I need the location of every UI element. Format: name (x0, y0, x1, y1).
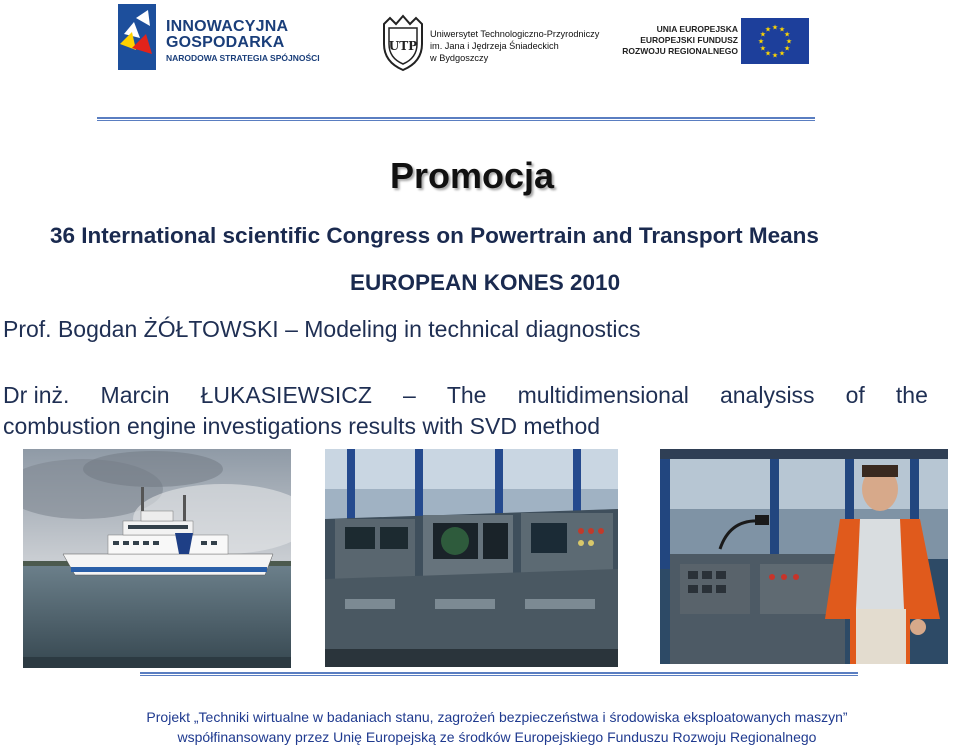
bridge-consoles-photo (325, 449, 618, 667)
bottom-divider (140, 672, 858, 677)
eu-text (622, 24, 738, 57)
svg-text:UTP: UTP (388, 39, 418, 53)
top-divider (97, 117, 815, 122)
utp-line1: Uniwersytet Technologiczno-Przyrodniczy (430, 29, 600, 39)
talk-word: ŁUKASIEWSICZ (200, 382, 372, 408)
eu-star-icon: ★ (778, 26, 786, 34)
utp-line3: w Bydgoszczy (430, 53, 489, 63)
eu-star-icon: ★ (759, 31, 767, 39)
utp-logo (380, 14, 600, 74)
talk-word: analysiss (719, 382, 815, 408)
congress-name: 36 International scientific Congress on Powertrain and Transport Means (50, 223, 819, 248)
eu-star-icon: ★ (771, 24, 779, 32)
eu-star-icon: ★ (764, 26, 772, 34)
ship-photo (23, 449, 291, 668)
footer-line2: współfinansowany przez Unię Europejską ze środków Europejskiego Funduszu Rozwoju Regionalnego (177, 729, 817, 745)
talk-lukasiewicz-line2: combustion engine investigations results with SVD method (3, 413, 601, 439)
innowacyjna-flag-icon (118, 4, 158, 70)
innowacyjna-text (166, 19, 320, 63)
eu-line3: ROZWOJU REGIONALNEGO (622, 46, 738, 56)
talk-zoltowski: Prof. Bogdan ŻÓŁTOWSKI – Modeling in technical diagnostics (3, 316, 641, 342)
eu-logo (622, 18, 812, 66)
innowacyjna-line1: INNOWACYJNA (166, 18, 289, 35)
talk-word: – (402, 382, 416, 408)
page-title: Promocja (389, 155, 555, 196)
eu-star-icon: ★ (771, 52, 779, 60)
eu-star-icon: ★ (764, 50, 772, 58)
eu-star-icon: ★ (778, 50, 786, 58)
utp-emblem-icon (380, 14, 426, 72)
eu-line2: EUROPEJSKI FUNDUSZ (640, 35, 738, 45)
talk-lukasiewicz-line1 (3, 380, 928, 411)
innowacyjna-line3: NARODOWA STRATEGIA SPÓJNOŚCI (166, 53, 320, 63)
eu-star-icon: ★ (757, 38, 765, 46)
innowacyjna-line2: GOSPODARKA (166, 34, 285, 51)
eu-star-icon: ★ (759, 45, 767, 53)
talk-word: Dr inż. (3, 382, 70, 408)
eu-star-icon: ★ (783, 31, 791, 39)
utp-line2: im. Jana i Jędrzeja Śniadeckich (430, 41, 559, 51)
talk-word: The (446, 382, 487, 408)
innowacyjna-gospodarka-logo (118, 4, 328, 72)
eu-line1: UNIA EUROPEJSKA (656, 24, 738, 34)
talk-word: the (895, 382, 928, 408)
footer-line1: Projekt „Techniki wirtualne w badaniach stanu, zagrożeń bezpieczeństwa i środowiska eksploatowanych maszyn” (146, 709, 848, 725)
utp-text (430, 28, 599, 64)
project-footer (0, 707, 960, 747)
bridge-person-photo (660, 449, 948, 664)
eu-star-icon: ★ (785, 38, 793, 46)
eu-star-icon: ★ (783, 45, 791, 53)
talk-lukasiewicz (3, 380, 928, 442)
eu-flag-icon (741, 18, 809, 64)
event-name: EUROPEAN KONES 2010 (350, 270, 621, 295)
talk-word: multidimensional (517, 382, 689, 408)
talk-word: Marcin (100, 382, 170, 408)
talk-word: of (845, 382, 865, 408)
